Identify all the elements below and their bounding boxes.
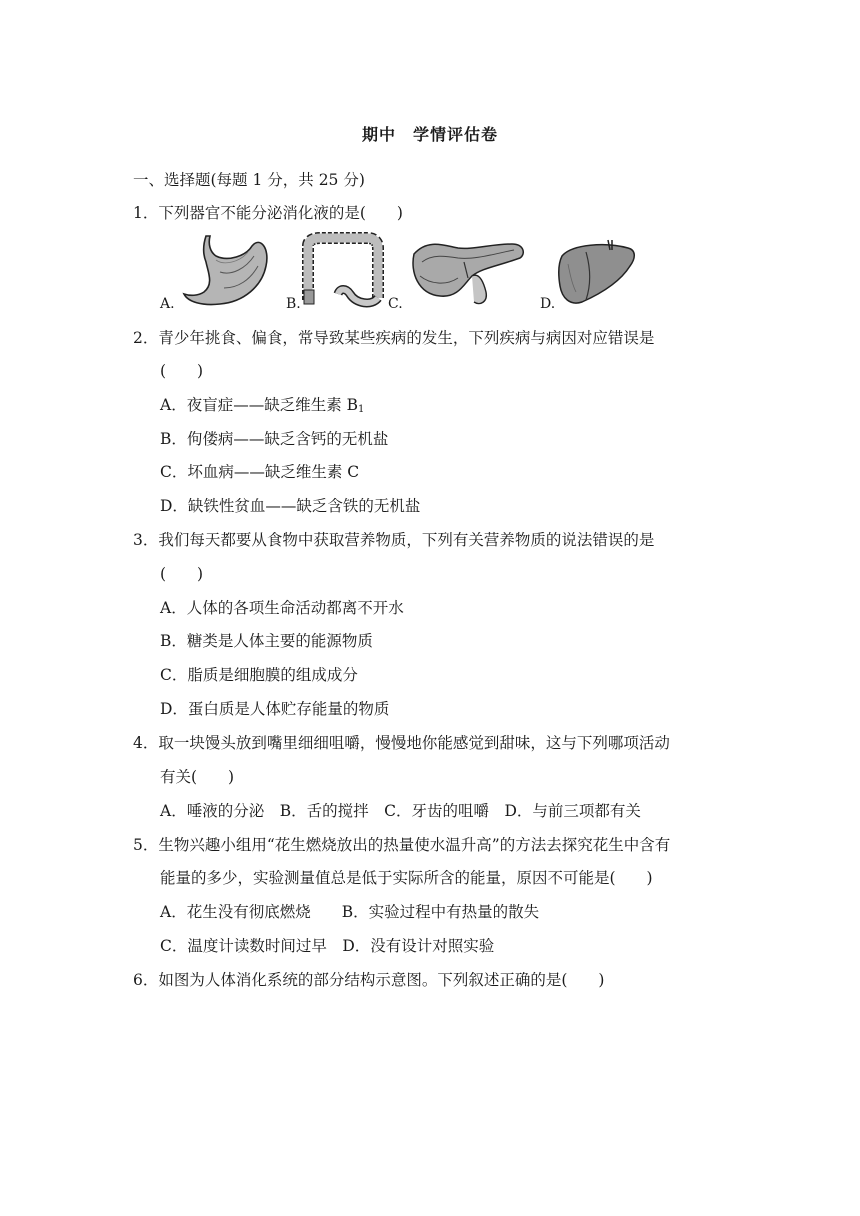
question-2-option-d: D．缺铁性贫血——缺乏含铁的无机盐 — [160, 497, 421, 515]
question-3-option-a: A．人体的各项生命活动都离不开水 — [160, 599, 404, 617]
question-3-blank: ( ) — [160, 565, 204, 583]
question-2-blank: ( ) — [160, 362, 204, 380]
question-5-options-row-1: A．花生没有彻底燃烧 B．实验过程中有热量的散失 — [160, 903, 540, 921]
question-2-option-a — [160, 395, 364, 420]
question-5-stem-cont: 能量的多少，实验测量值总是低于实际所含的能量，原因不可能是( ) — [160, 869, 653, 887]
option-d-label: D. — [540, 296, 556, 312]
question-1-figures — [160, 232, 600, 316]
liver-icon — [556, 238, 638, 310]
question-5-options-row-2: C．温度计读数时间过早 D．没有设计对照实验 — [160, 937, 495, 955]
question-6-stem: 6．如图为人体消化系统的部分结构示意图。下列叙述正确的是( ) — [133, 971, 605, 989]
question-4-stem-cont: 有关( ) — [160, 768, 235, 786]
option-c-label: C. — [388, 296, 403, 312]
page-title: 期中 学情评估卷 — [361, 125, 498, 144]
option-text: A．夜盲症——缺乏维生素 B — [160, 396, 359, 414]
question-4-stem: 4．取一块馒头放到嘴里细细咀嚼，慢慢地你能感觉到甜味，这与下列哪项活动 — [133, 734, 670, 752]
subscript: 1 — [358, 404, 365, 415]
question-3-option-d: D．蛋白质是人体贮存能量的物质 — [160, 700, 390, 718]
question-2-option-b: B．佝偻病——缺乏含钙的无机盐 — [160, 430, 389, 448]
pancreas-icon — [402, 232, 528, 312]
question-3-stem: 3．我们每天都要从食物中获取营养物质，下列有关营养物质的说法错误的是 — [133, 531, 655, 549]
large-intestine-icon — [298, 232, 388, 312]
question-3-option-b: B．糖类是人体主要的能源物质 — [160, 632, 373, 650]
stomach-icon — [180, 232, 272, 312]
question-3-option-c: C．脂质是细胞膜的组成成分 — [160, 666, 358, 684]
question-2-stem: 2．青少年挑食、偏食，常导致某些疾病的发生，下列疾病与病因对应错误是 — [133, 329, 655, 347]
question-5-stem: 5．生物兴趣小组用“花生燃烧放出的热量使水温升高”的方法去探究花生中含有 — [133, 836, 671, 854]
question-2-option-c: C．坏血病——缺乏维生素 C — [160, 463, 360, 481]
option-b-label: B. — [286, 296, 301, 312]
option-a-label: A. — [160, 296, 175, 312]
question-1-stem: 1．下列器官不能分泌消化液的是( ) — [133, 204, 403, 222]
question-4-options: A．唾液的分泌 B．舌的搅拌 C．牙齿的咀嚼 D．与前三项都有关 — [160, 802, 641, 820]
section-heading: 一、选择题(每题 1 分，共 25 分) — [133, 171, 365, 189]
